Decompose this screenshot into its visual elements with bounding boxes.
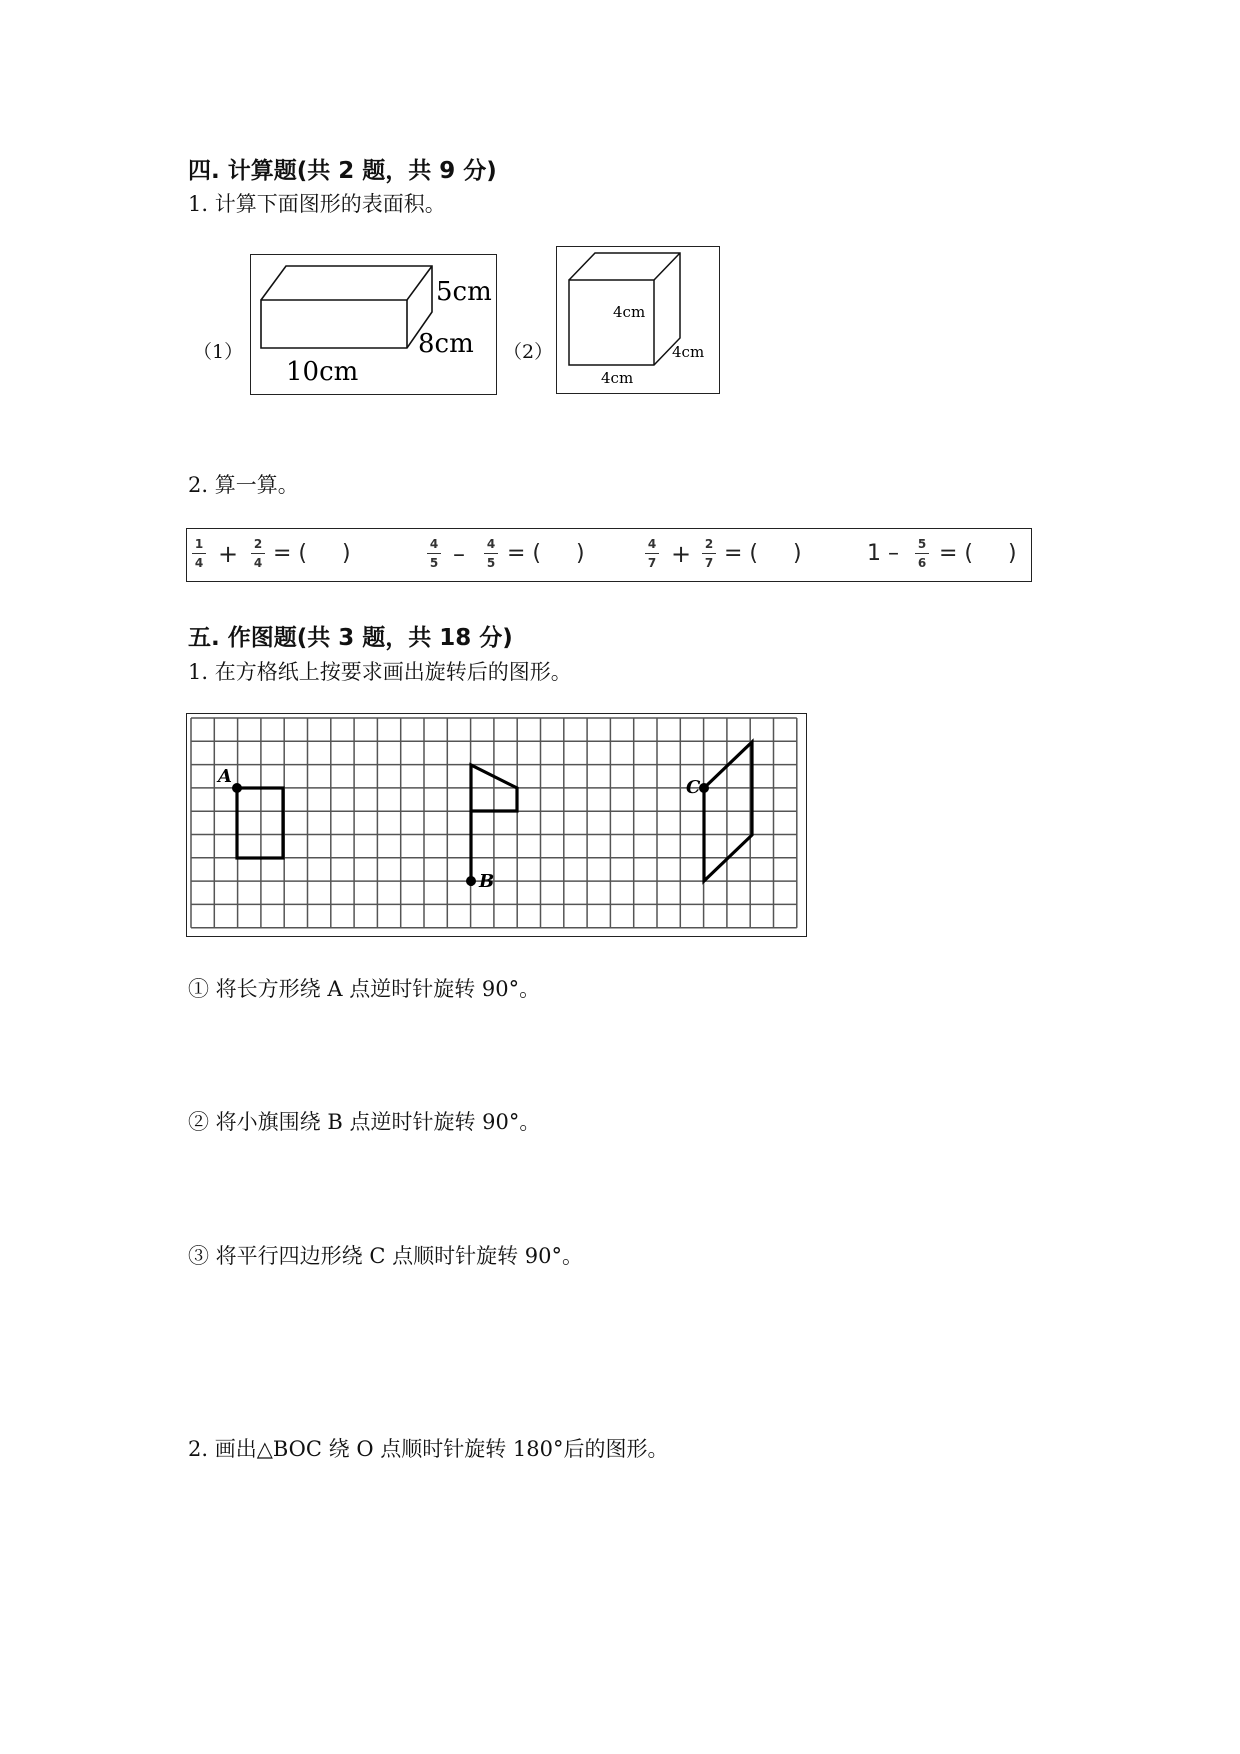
cuboid-dim-length: 10cm xyxy=(286,357,359,387)
answer-blank-3: = ( ) xyxy=(724,541,802,566)
fraction-1b: 2 4 xyxy=(249,537,267,570)
cube-dim-width: 4cm xyxy=(601,369,634,387)
section-5-question-1-text: 1. 在方格纸上按要求画出旋转后的图形。 xyxy=(188,660,572,684)
figure-2-label: （2） xyxy=(503,341,554,363)
operator-1: + xyxy=(218,540,239,568)
cube-figure xyxy=(556,246,720,394)
section-5-heading: 五. 作图题(共 3 题，共 18 分) xyxy=(188,625,513,651)
point-c-dot xyxy=(699,783,709,793)
cube-diagram xyxy=(557,247,719,393)
fraction-3b: 2 7 xyxy=(700,537,718,570)
fraction-exercise-box xyxy=(186,528,1032,582)
cuboid-dim-height: 5cm xyxy=(436,277,492,307)
answer-blank-2: = ( ) xyxy=(507,541,585,566)
sub-question-2: ② 将小旗围绕 B 点逆时针旋转 90°。 xyxy=(188,1110,541,1134)
fraction-2a: 4 5 xyxy=(425,537,443,570)
fraction-1a: 1 4 xyxy=(190,537,208,570)
point-a-label: A xyxy=(218,766,232,787)
cube-dim-depth: 4cm xyxy=(672,343,705,361)
cube-dim-height: 4cm xyxy=(613,303,646,321)
answer-blank-4: = ( ) xyxy=(939,541,1017,566)
rectangle-shape xyxy=(237,788,283,858)
point-c-label: C xyxy=(686,777,701,798)
point-b-label: B xyxy=(479,871,495,892)
operator-3: + xyxy=(671,540,692,568)
operator-2: – xyxy=(453,540,465,568)
point-a-dot xyxy=(232,783,242,793)
section-4-heading: 四. 计算题(共 2 题，共 9 分) xyxy=(188,158,497,184)
rotation-grid xyxy=(187,714,806,936)
section-5-question-2-text: 2. 画出△BOC 绕 O 点顺时针旋转 180°后的图形。 xyxy=(188,1437,669,1461)
figure-1-label: （1） xyxy=(193,341,244,363)
cuboid-diagram xyxy=(251,255,496,394)
cuboid-dim-depth: 8cm xyxy=(418,329,474,359)
answer-blank-1: = ( ) xyxy=(273,541,351,566)
question-1-text: 1. 计算下面图形的表面积。 xyxy=(188,192,446,216)
sub-question-3: ③ 将平行四边形绕 C 点顺时针旋转 90°。 xyxy=(188,1244,583,1268)
grid-paper xyxy=(186,713,807,937)
cuboid-figure xyxy=(250,254,497,395)
point-b-dot xyxy=(466,876,476,886)
fraction-3a: 4 7 xyxy=(643,537,661,570)
fraction-4b: 5 6 xyxy=(913,537,931,570)
question-2-text: 2. 算一算。 xyxy=(188,473,299,497)
sub-question-1: ① 将长方形绕 A 点逆时针旋转 90°。 xyxy=(188,977,541,1001)
whole-one-minus: 1 – xyxy=(867,541,899,566)
fraction-2b: 4 5 xyxy=(482,537,500,570)
